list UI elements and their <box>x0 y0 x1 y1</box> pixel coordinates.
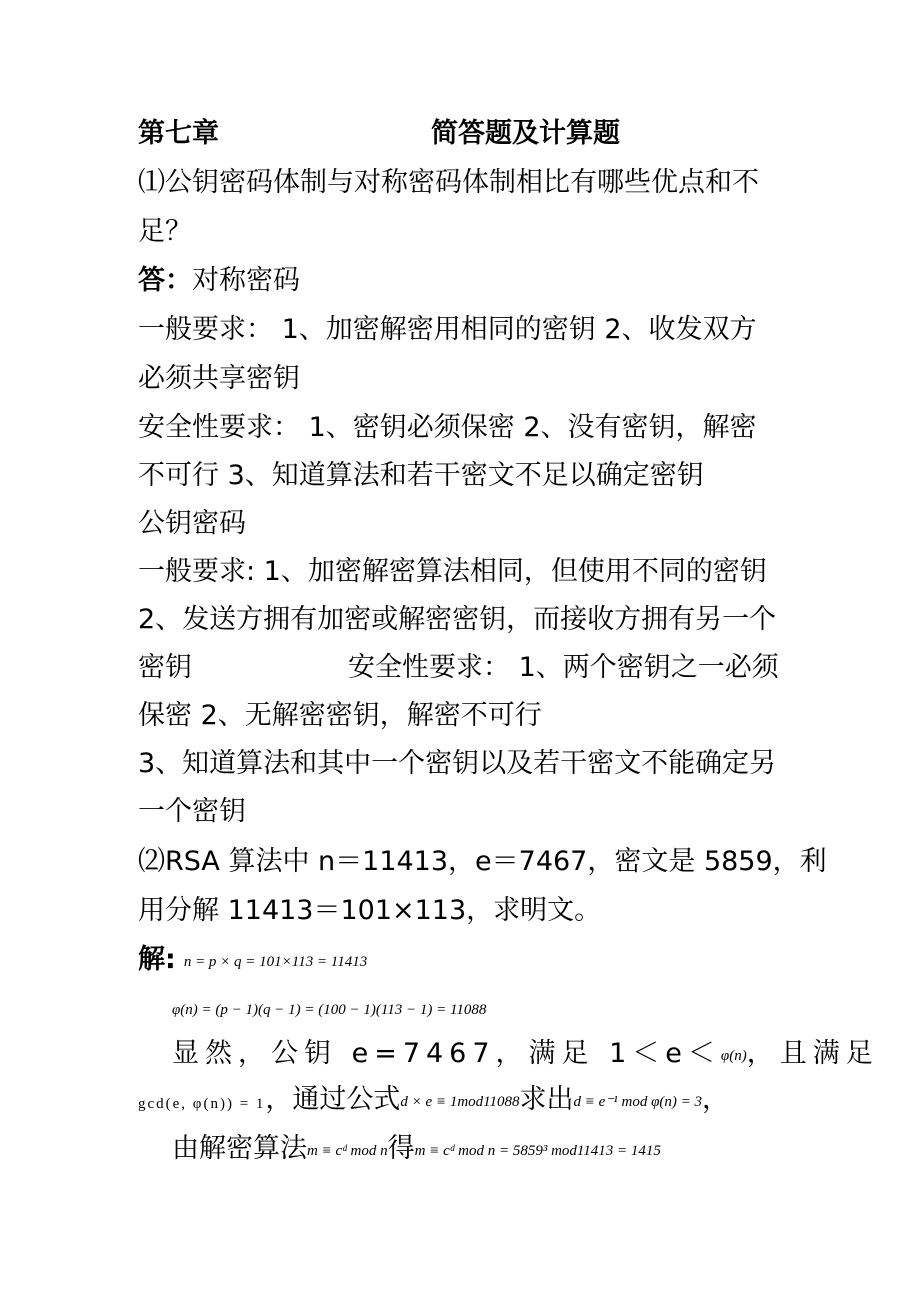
q2-question-line1: ⑵RSA 算法中 n＝11413，e＝7467，密文是 5859，利 <box>138 846 827 877</box>
get-text: 得 <box>387 1133 415 1164</box>
pub-general-line3-key: 密钥 <box>138 652 192 683</box>
chapter-title: 简答题及计算题 <box>431 118 620 149</box>
pub-security-line2: 保密 2、无解密密钥，解密不可行 <box>138 700 542 731</box>
decrypt-text: 由解密算法 <box>172 1133 307 1164</box>
comma: ， <box>701 1084 729 1115</box>
obviously-text: 显然，公钥 e=7467，满足 1＜e＜ <box>172 1038 721 1069</box>
pub-general-line1: 一般要求: 1、加密解密算法相同，但使用不同的密钥 <box>138 556 767 587</box>
decrypt-line <box>172 1133 661 1169</box>
gcd-line <box>138 1084 729 1120</box>
phi-inline: φ(n) <box>720 1048 747 1064</box>
pub-general-line3 <box>138 652 779 684</box>
q1-question-line1: ⑴公钥密码体制与对称密码体制相比有哪些优点和不 <box>138 167 759 198</box>
chapter-heading <box>138 118 620 150</box>
pub-security-line1: 安全性要求： 1、两个密钥之一必须 <box>348 652 779 683</box>
and-satisfy-text: ，且满足 <box>746 1038 879 1069</box>
pub-security-line4: 一个密钥 <box>138 796 246 827</box>
equation-de: d × e ≡ 1mod11088 <box>400 1094 520 1110</box>
sym-security-line1: 安全性要求： 1、密钥必须保密 2、没有密钥，解密 <box>138 412 757 443</box>
sym-security-line2: 不可行 3、知道算法和若干密文不足以确定密钥 <box>138 460 704 491</box>
via-formula-text: ，通过公式 <box>265 1084 401 1115</box>
sym-general-line2: 必须共享密钥 <box>138 363 300 394</box>
equation-phi: φ(n) = (p − 1)(q − 1) = (100 − 1)(113 − 1) = 11088 <box>172 1002 487 1018</box>
public-key-title: 公钥密码 <box>138 508 246 539</box>
equation-gcd: gcd(e, φ(n)) = 1 <box>138 1096 266 1112</box>
q1-question-line2: 足？ <box>138 216 192 247</box>
solution-label: 解: <box>138 944 176 975</box>
symmetric-title: 对称密码 <box>192 265 300 296</box>
chapter-number: 第七章 <box>138 118 219 149</box>
equation-m-result: m ≡ cᵈ mod n = 5859³ mod11413 = 1415 <box>414 1143 661 1159</box>
answer-label: 答： <box>138 265 192 296</box>
find-text: 求出 <box>519 1084 574 1115</box>
equation-phi-line <box>172 990 486 1026</box>
sym-general-line1: 一般要求： 1、加密解密用相同的密钥 2、收发双方 <box>138 314 757 345</box>
obviously-line <box>172 1038 879 1074</box>
pub-general-line2: 2、发送方拥有加密或解密密钥，而接收方拥有另一个 <box>138 604 777 635</box>
pub-security-line3: 3、知道算法和其中一个密钥以及若干密文不能确定另 <box>138 748 777 779</box>
equation-n: n = p × q = 101×113 = 11413 <box>183 954 368 970</box>
q2-question-line2: 用分解 11413＝101×113，求明文。 <box>138 895 602 926</box>
equation-d: d ≡ e⁻¹ mod φ(n) = 3 <box>573 1094 702 1110</box>
q1-answer-heading <box>138 265 300 297</box>
equation-m-general: m ≡ cᵈ mod n <box>307 1143 388 1159</box>
q2-solution-line <box>138 944 367 980</box>
